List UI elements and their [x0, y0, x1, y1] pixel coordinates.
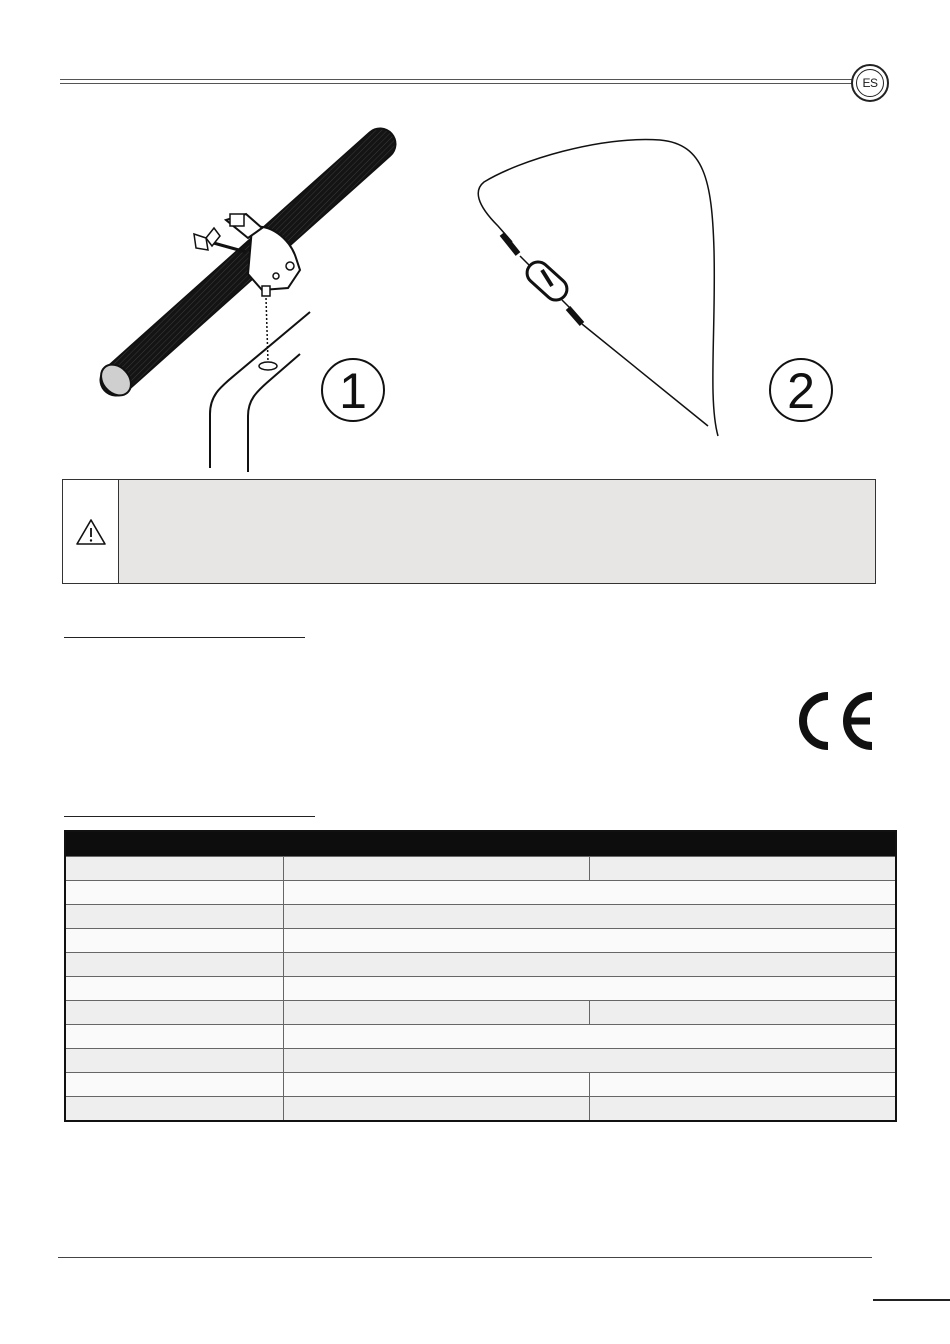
table-row — [65, 1025, 896, 1049]
table-cell — [589, 1097, 896, 1122]
safety-cable-icon — [478, 140, 718, 436]
section-heading-rule-1 — [64, 637, 305, 638]
table-cell — [283, 953, 896, 977]
table-cell — [65, 1073, 283, 1097]
table-cell — [65, 977, 283, 1001]
table-row — [65, 881, 896, 905]
table-cell — [283, 1097, 589, 1122]
warning-icon-cell — [63, 480, 119, 583]
table-cell — [283, 929, 896, 953]
specs-table-header — [65, 831, 896, 857]
table-cell — [283, 857, 589, 881]
figure-1-number: 1 — [339, 363, 367, 419]
table-cell — [65, 1025, 283, 1049]
table-row — [65, 929, 896, 953]
table-row — [65, 1097, 896, 1122]
table-row — [65, 1049, 896, 1073]
table-cell — [65, 953, 283, 977]
table-cell — [283, 905, 896, 929]
table-cell — [283, 881, 896, 905]
table-cell — [65, 1049, 283, 1073]
warning-box — [62, 479, 876, 584]
table-cell — [283, 1001, 589, 1025]
table-row — [65, 977, 896, 1001]
table-cell — [65, 881, 283, 905]
table-cell — [589, 1073, 896, 1097]
table-cell — [283, 1073, 589, 1097]
table-cell — [65, 1001, 283, 1025]
table-row — [65, 1001, 896, 1025]
table-cell — [283, 1025, 896, 1049]
table-row — [65, 953, 896, 977]
table-cell — [283, 977, 896, 1001]
table-cell — [283, 1049, 896, 1073]
table-cell — [65, 857, 283, 881]
table-cell — [65, 905, 283, 929]
section-heading-rule-2 — [64, 816, 315, 817]
table-cell — [65, 1097, 283, 1122]
specs-table — [64, 830, 897, 1122]
header-rule — [60, 79, 852, 86]
ce-mark-icon — [790, 690, 876, 752]
table-row — [65, 1073, 896, 1097]
figure-1-number-badge — [322, 359, 384, 421]
figure-2-number-badge — [770, 359, 832, 421]
language-badge-label: ES — [856, 69, 884, 97]
footer-rule — [58, 1257, 872, 1258]
table-cell — [65, 929, 283, 953]
page-number-rule — [873, 1299, 950, 1301]
table-cell — [589, 857, 896, 881]
warning-triangle-icon — [75, 518, 107, 546]
installation-figures — [0, 110, 950, 480]
table-row — [65, 905, 896, 929]
table-row — [65, 857, 896, 881]
table-cell — [589, 1001, 896, 1025]
clamp-on-truss-icon — [95, 144, 380, 472]
figure-2-number: 2 — [787, 363, 815, 419]
language-badge — [851, 64, 889, 102]
